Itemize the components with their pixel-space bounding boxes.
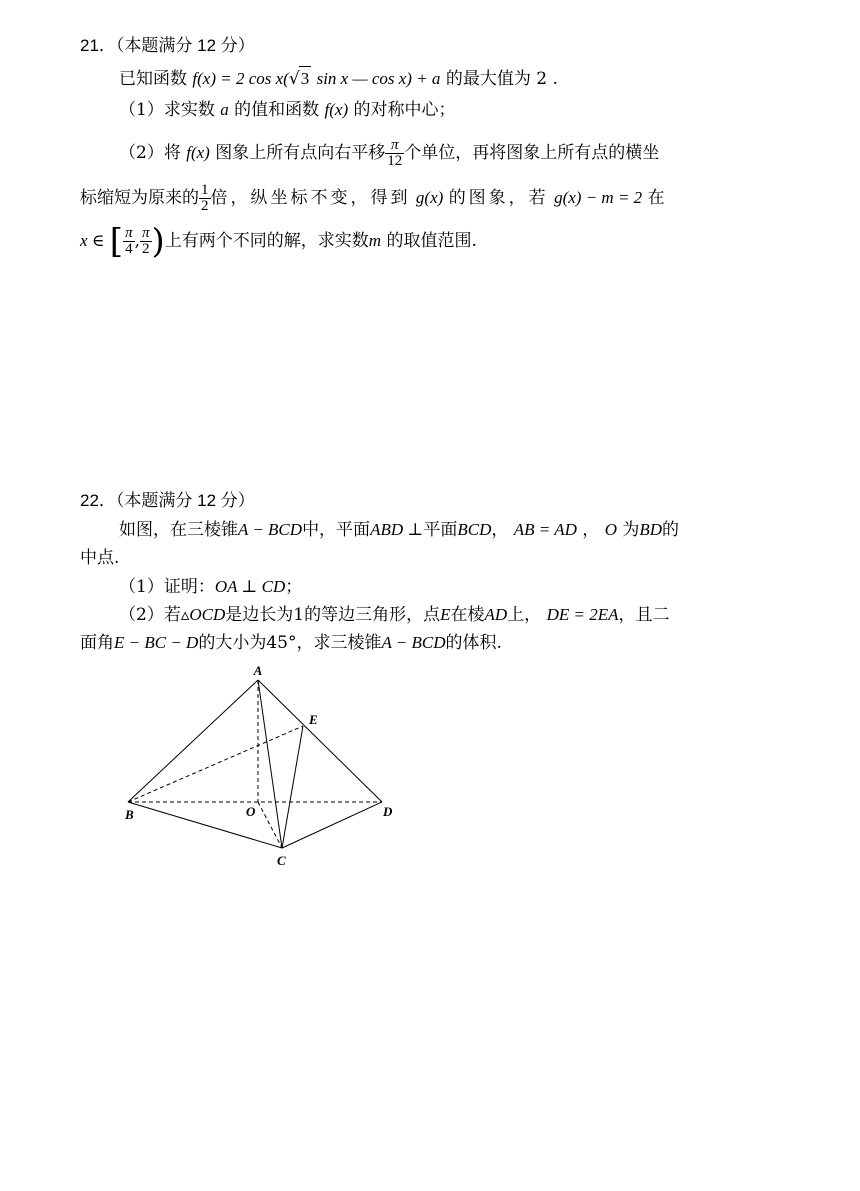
q21-func-rest: sin x — cos x) + a [316,69,441,88]
q21-l2-a: 标缩短为原来的 [80,188,199,208]
q22-header: 22．（本题满分 12 分） [80,491,255,510]
q22-p2-ad: AD [484,605,508,624]
q22-s1-bcd: BCD [457,520,492,539]
edge-CD [282,802,382,848]
sqrt-sign: √ [288,69,300,89]
q21-sqrt3: 3 [299,66,312,91]
interval-comma: , [134,231,140,251]
q21-part2-line3 [80,221,477,262]
q22-s1-bd: BD [639,520,663,539]
frac-num: π [125,225,133,241]
edge-AB [128,680,258,802]
q21-stem-tail: 的最大值为 2 . [445,69,558,89]
q21-part2-line2 [80,183,665,214]
q21-header: 21．（本题满分 12 分） [80,36,255,55]
label-D: D [383,804,393,819]
label-O: O [246,804,256,819]
q22-p2-f: ，且二 [618,605,670,625]
edge-BE-dashed [128,726,303,802]
q21-stem [119,66,558,91]
q22-part1 [119,575,302,599]
interval-left-bracket: [ [109,221,124,262]
q21-l2-b: 倍，纵坐标不变，得到 [210,188,411,208]
q22-s1-abd: ABD ⊥ [370,520,424,539]
q21-part1 [119,98,456,122]
q21-l3-x: x ∈ [80,231,105,250]
q22-s1-e: ， [582,520,600,540]
q22-l2-t: A − BCD [381,633,446,652]
q21-p1-fx: f(x) [324,100,349,119]
q21-p2-prefix: （2）将 [119,143,181,163]
q22-p2-a: （2）若 [119,605,181,625]
frac-den: 2 [141,241,150,257]
fraction-pi-2 [140,226,152,257]
q21-l3-end: 的取值范围. [386,231,477,251]
interval-right-paren: ) [151,221,165,262]
label-B: B [125,807,134,822]
label-E: E [309,712,318,727]
q22-s1-ab: AB = AD [513,520,577,539]
fraction-pi-12 [385,138,404,169]
q22-s1-d: ， [491,520,509,540]
frac-den: 2 [201,198,209,214]
q22-l2-c: 的体积. [445,633,502,653]
q21-l3-m: m [368,231,382,250]
q21-p1-mid: 的值和函数 [234,100,320,120]
q21-l2-d: 在 [647,188,665,208]
q21-l2-c: 的图象，若 [448,188,549,208]
q22-l2-a: 面角 [80,633,114,653]
q22-s1-c: 平面 [423,520,458,540]
q22-p2-tri: ▵OCD [180,605,226,624]
q22-l2-b: 的大小为45°，求三棱锥 [198,633,382,653]
edge-EC [282,726,303,848]
q21-func-lhs: f(x) = 2 cos x( [192,69,289,88]
q21-p1-a: a [220,100,229,119]
label-A: A [253,663,263,678]
edge-AC [258,680,282,848]
q21-l3-tail: 上有两个不同的解，求实数 [164,231,369,251]
q22-p1-expr: OA ⊥ CD [214,577,286,596]
q21-p2-fx: f(x) [186,143,210,162]
edge-AD [258,680,382,802]
frac-num: π [141,225,150,241]
q22-p2-c: 在棱 [450,605,485,625]
q22-part2-line2 [80,631,502,655]
fraction-1-2 [199,183,211,214]
q22-p1-prefix: （1）证明： [119,577,215,597]
q22-s1-f: 为 [622,520,640,540]
q22-p2-eq: DE = 2EA [546,605,619,624]
q22-s1-b: 中，平面 [302,520,371,540]
q21-p1-tail: 的对称中心； [353,100,456,120]
q22-p2-b: 是边长为1的等边三角形，点 [225,605,441,625]
tetrahedron-figure [110,660,420,875]
frac-den: 4 [125,241,133,257]
q21-part2-line1 [119,138,659,169]
q21-l2-eq: g(x) − m = 2 [554,188,643,207]
q22-p2-e: E [440,605,451,624]
q22-stem-line1 [119,518,679,542]
q21-stem-intro: 已知函数 [119,69,187,89]
frac-num: π [385,138,404,154]
q22-part2-line1 [119,603,669,627]
q21-p1-prefix: （1）求实数 [119,100,215,120]
q22-p1-end: ； [285,577,303,597]
frac-den: 12 [387,153,403,169]
frac-num: 1 [201,182,209,198]
q21-p2-mid: 图象上所有点向右平移 [215,143,386,163]
label-C: C [277,853,286,868]
q21-l2-g: g(x) [415,188,444,207]
q22-stem-line2: 中点. [80,548,120,568]
q22-s1-o: O [604,520,617,539]
q21-p2-tail: 个单位，再将图象上所有点的横坐 [404,143,660,163]
q22-s1-t: A − BCD [238,520,303,539]
fraction-pi-4 [123,226,135,257]
q22-l2-angle: E − BC − D [114,633,199,652]
q22-s1-g: 的 [662,520,680,540]
edge-BC [128,802,282,848]
q22-s1-a: 如图，在三棱锥 [119,520,238,540]
q22-p2-d: 上， [507,605,542,625]
